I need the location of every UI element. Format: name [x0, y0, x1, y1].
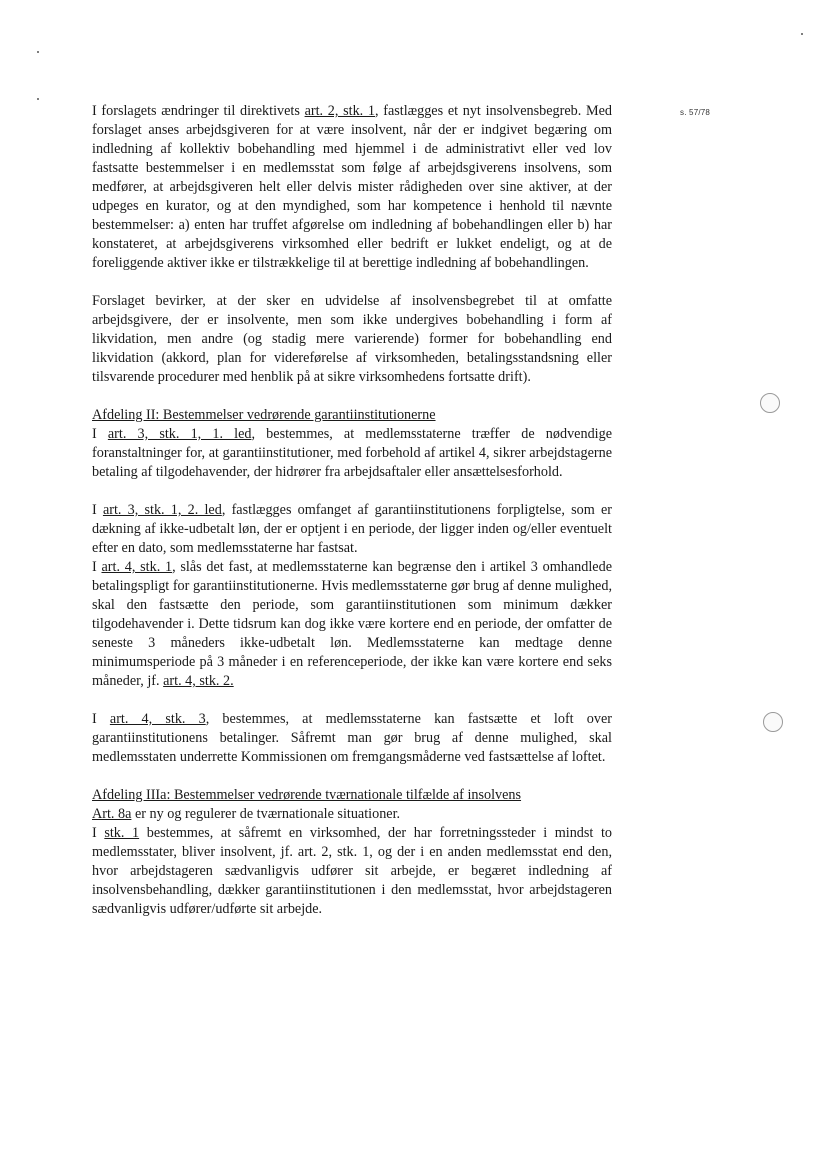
punch-hole [760, 393, 780, 413]
scan-speck [37, 98, 39, 100]
punch-hole [763, 712, 783, 732]
paragraph: I stk. 1 bestemmes, at såfremt en virksomhed, der har forretningssteder i mindst to medlemsstater, bliver insolvent, jf. art. 2, stk. 1, og der i en anden medlemsstat end den, hvor arbejdstageren sædvanligvis udfører sit arbejde, er begæret indledning af insolvensbehandling, dækker garantiinstitutionen i den medlemsstat, hvor arbejdstageren sædvanligvis udfører/udførte sit arbejde. [92, 825, 612, 917]
paragraph: Art. 8a er ny og regulerer de tværnationale situationer. [92, 806, 401, 822]
scan-speck [801, 33, 803, 35]
section-heading: Afdeling II: Bestemmelser vedrørende garantiinstitutionerne [92, 407, 436, 423]
article-reference: Art. 8a [92, 806, 132, 822]
paragraph: I art. 4, stk. 3, bestemmes, at medlemsstaterne kan fastsætte et loft over garantiinstitutionens betalinger. Såfremt man gør brug af denne mulighed, skal medlemsstaten underrette Kommissionen om fremgangsmåderne ved fastsættelse af loftet. [92, 711, 612, 765]
paragraph: I art. 3, stk. 1, 1. led, bestemmes, at medlemsstaterne træffer de nødvendige foranstaltninger for, at garantiinstitutioner, med forbehold af artikel 4, sikrer arbejdstagerne betaling af tilgodehavender, der hidrører fra arbejdsaftaler eller ansættelsesforhold. [92, 426, 612, 480]
page-reference: s. 57/78 [680, 108, 711, 117]
paragraph: Forslaget bevirker, at der sker en udvidelse af insolvensbegrebet til at omfatte arbejdsgivere, der er insolvente, men som ikke undergives bobehandling i form af likvidation, men andre (og stadig mere varierende) former for bobehandling end likvidation (akkord, plan for videreførelse af virksomheden, betalingsstandsning eller tilsvarende procedurer med henblik på at sikre virksomhedens fortsatte drift). [92, 293, 612, 385]
article-reference: art. 3, stk. 1, 2. led [102, 502, 222, 518]
article-reference: art. 4, stk. 1 [101, 559, 173, 575]
paragraph: I forslagets ændringer til direktivets art. 2, stk. 1, fastlægges et nyt insolvensbegreb. Med forslaget anses arbejdsgiveren for at være insolvent, når der er indgivet begæring om indledning af kollektiv bobehandling med hjemmel i de administrativt eller ved lov fastsatte bestemmelser i en medlemsstat som følge af arbejdsgiverens insolvens, som medfører, at arbejdsgiveren helt eller delvis mister rådigheden over sine aktiver, at der udpeges en kurator, og at den myndighed, som har kompetence i henhold til nævnte bestemmelser: a) enten har truffet afgørelse om indledning af bobehandlingen eller b) har konstateret, at arbejdsgiverens virksomhed eller bedrift er lukket endeligt, og at de foreliggende aktiver ikke er tilstrækkelige til at berettige indledning af bobehandlingen. [92, 103, 613, 271]
paragraph: I art. 4, stk. 1, slås det fast, at medlemsstaterne kan begrænse den i artikel 3 omhandlede betalingspligt for garantiinstitutionerne. Hvis medlemsstaterne gør brug af denne mulighed, skal den fastsætte den periode, som garantiinstitutionen som minimum dækker tilgodehavender i. Dette tidsrum kan dog ikke være kortere end en periode, der omfatter de seneste 3 måneders ikke-udbetalt løn. Medlemsstaterne kan medtage denne minimumsperiode på 3 måneder i en referenceperiode, der ikke kan være kortere end seks måneder, jf. art. 4, stk. 2. [92, 559, 612, 689]
article-reference: art. 3, stk. 1, 1. led [107, 426, 252, 442]
article-reference: art. 2, stk. 1 [304, 103, 375, 119]
article-reference: art. 4, stk. 3 [109, 711, 206, 727]
section-heading: Afdeling IIIa: Bestemmelser vedrørende tværnationale tilfælde af insolvens [92, 787, 522, 803]
article-reference: stk. 1 [104, 825, 140, 841]
article-reference: art. 4, stk. 2. [163, 673, 234, 689]
document-body [92, 102, 612, 938]
paragraph: I art. 3, stk. 1, 2. led, fastlægges omfanget af garantiinstitutionens forpligtelse, som er dækning af ikke-udbetalt løn, der er optjent i en periode, der ligger inden og/eller eventuelt efter en dato, som medlemsstaterne har fastsat. [92, 502, 612, 556]
scan-speck [37, 51, 39, 53]
